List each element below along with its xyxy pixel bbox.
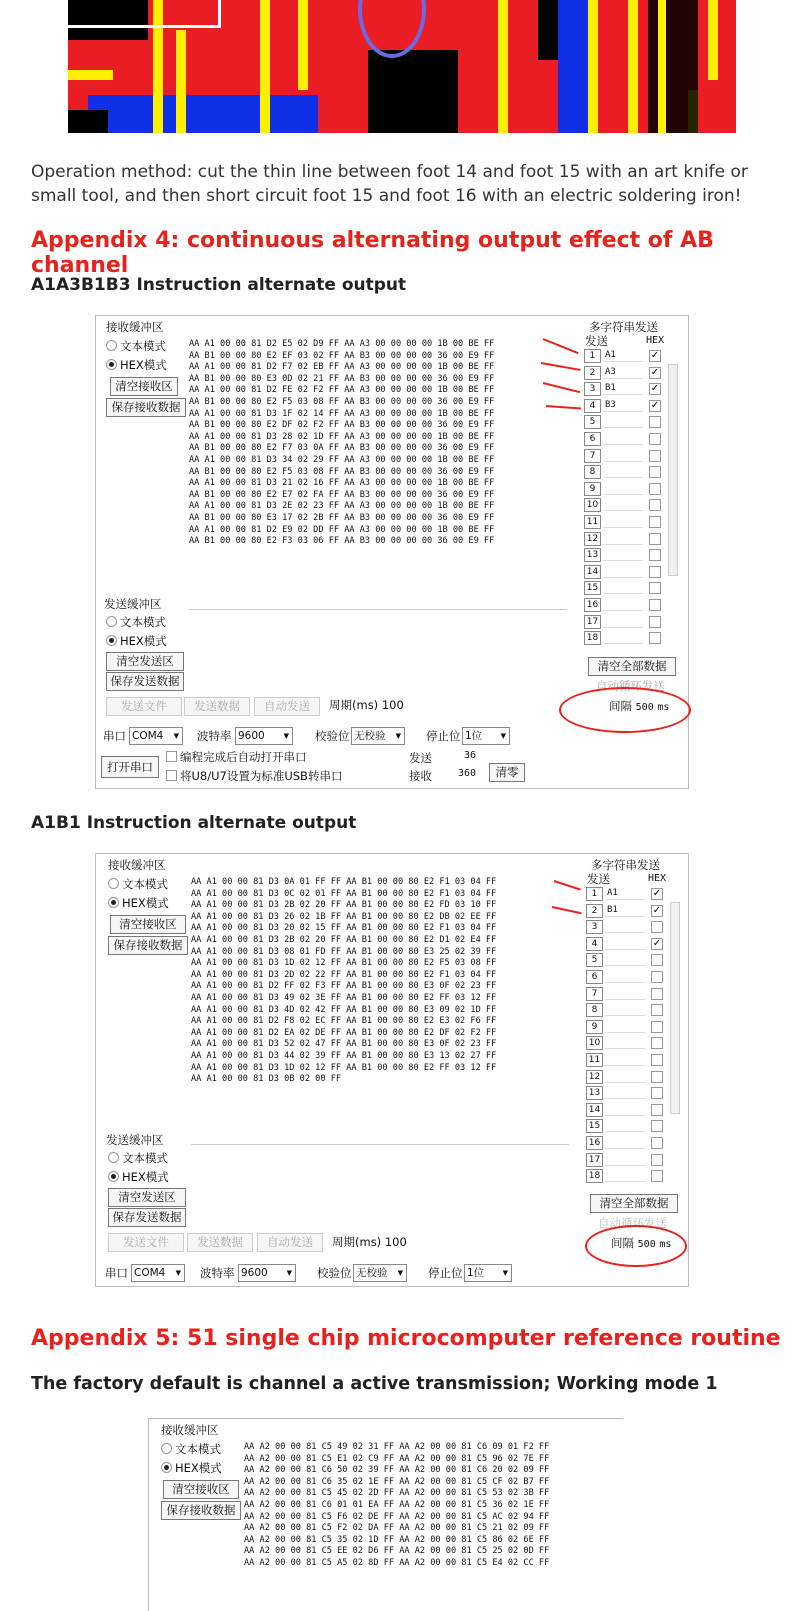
send-data-button[interactable]: 发送数据 [184, 697, 250, 716]
send-row-button[interactable]: 13 [584, 548, 601, 562]
hex-checkbox[interactable] [649, 582, 661, 594]
hex-line: AA A1 00 00 81 D3 2E 02 23 FF AA A3 00 00 00 00 1B 00 BE FF [189, 501, 495, 512]
send-row-input[interactable] [603, 631, 643, 644]
receive-area[interactable] [189, 339, 494, 548]
stop-select[interactable]: 1位 ▼ [462, 727, 510, 745]
hex-line: AA A2 00 00 81 C6 35 02 1E FF AA A2 00 00 81 C5 CF 02 B7 FF [244, 1476, 550, 1487]
send-row-button[interactable]: 2 [584, 366, 601, 380]
parity-label: 校验位 [317, 1266, 352, 1280]
red-arrow [552, 906, 582, 914]
hex-checkbox[interactable] [651, 971, 663, 983]
hex-checkbox[interactable] [651, 1154, 663, 1166]
send-row-button[interactable]: 1 [586, 887, 603, 901]
send-row-input[interactable] [603, 449, 643, 462]
auto-loop-label[interactable]: 自动循环发送 [596, 679, 665, 693]
text-mode-radio[interactable]: 文本模式 [161, 1441, 221, 1457]
send-row-input[interactable] [603, 415, 643, 428]
serial-window-3 [148, 1418, 623, 1611]
send-row-input[interactable] [605, 1070, 645, 1083]
hex-checkbox[interactable] [651, 1071, 663, 1083]
clear-recv-button[interactable]: 清空接收区 [163, 1480, 239, 1499]
stop-select[interactable]: 1位 ▼ [464, 1264, 512, 1282]
sub2-title: A1B1 Instruction alternate output [31, 813, 357, 833]
send-row-button[interactable]: 9 [586, 1020, 603, 1034]
hex-checkbox[interactable] [651, 1087, 663, 1099]
sub1-title: A1A3B1B3 Instruction alternate output [31, 275, 407, 295]
save-send-button[interactable]: 保存发送数据 [108, 1208, 186, 1227]
send-row-input[interactable] [603, 565, 643, 578]
hex-line: AA A2 00 00 81 C5 F6 02 DE FF AA A2 00 00 81 C5 AC 02 94 FF [244, 1511, 550, 1522]
text-mode-radio[interactable]: 文本模式 [106, 338, 166, 354]
hex-line: AA B1 00 00 80 E2 F5 03 08 FF AA B3 00 00 00 00 36 00 E9 FF [189, 466, 495, 477]
hex-checkbox[interactable] [649, 433, 661, 445]
send-row-input[interactable] [605, 1053, 645, 1066]
baud-label: 波特率 [200, 1266, 235, 1280]
send-row-button[interactable]: 12 [584, 532, 601, 546]
send-row-input[interactable] [605, 937, 645, 950]
clear-recv-button[interactable]: 清空接收区 [110, 377, 178, 396]
hex-checkbox[interactable] [649, 416, 661, 428]
multi-send-title: 多字符串发送 [591, 858, 660, 872]
serial-window-2 [95, 853, 689, 1287]
hex-line: AA B1 00 00 80 E2 F5 03 08 FF AA B3 00 00 00 00 36 00 E9 FF [189, 396, 495, 407]
hex-line: AA A1 00 00 81 D3 2D 02 22 FF AA B1 00 00 80 E2 F1 03 04 FF [191, 969, 497, 980]
hex-line: AA A1 00 00 81 D3 0A 01 FF FF AA B1 00 00 80 E2 F1 03 04 FF [191, 877, 497, 887]
send-row-button[interactable]: 4 [584, 399, 601, 413]
hex-checkbox[interactable] [651, 1137, 663, 1149]
save-recv-button[interactable]: 保存接收数据 [161, 1501, 241, 1520]
baud-select[interactable]: 9600 ▼ [235, 727, 293, 745]
send-row-button[interactable]: 3 [586, 920, 603, 934]
parity-label: 校验位 [315, 729, 350, 743]
hex-line: AA A1 00 00 81 D2 E5 02 D9 FF AA A3 00 00 00 00 1B 00 BE FF [189, 339, 495, 349]
usb-std-checkbox[interactable]: 将U8/U7设置为标准USB转串口 [166, 768, 342, 784]
checkbox-icon [166, 751, 177, 762]
hex-checkbox[interactable] [651, 1120, 663, 1132]
recv-buffer-label: 接收缓冲区 [106, 320, 164, 334]
radio-icon [108, 1171, 119, 1182]
send-row-input[interactable] [603, 548, 643, 561]
radio-icon [108, 878, 119, 889]
open-port-button[interactable]: 打开串口 [101, 756, 159, 778]
send-row-button[interactable]: 4 [586, 937, 603, 951]
text-mode-radio[interactable]: 文本模式 [108, 876, 168, 892]
send-row-button[interactable]: 2 [586, 904, 603, 918]
hex-line: AA A1 00 00 81 D3 28 02 1D FF AA A3 00 00 00 00 1B 00 BE FF [189, 431, 495, 442]
send-row-input[interactable] [605, 970, 645, 983]
send-data-button[interactable]: 发送数据 [187, 1233, 253, 1252]
send-row-input[interactable] [603, 615, 643, 628]
radio-icon [106, 340, 117, 351]
send-row-button[interactable]: 8 [584, 465, 601, 479]
send-row-input[interactable] [605, 1036, 645, 1049]
hex-checkbox[interactable]: ✓ [650, 350, 660, 361]
baud-label: 波特率 [197, 729, 232, 743]
auto-send-button[interactable]: 自动发送 [257, 1233, 323, 1252]
period-label: 周期(ms) 100 [329, 698, 404, 712]
hex-mode-radio[interactable]: HEX模式 [161, 1460, 222, 1476]
multi-send-title: 多字符串发送 [589, 320, 658, 334]
interval-label: 间隔 500 ms [609, 699, 670, 713]
send-row-button[interactable]: 11 [584, 515, 601, 529]
send-row-button[interactable]: 9 [584, 482, 601, 496]
hex-line: AA A2 00 00 81 C5 A5 02 8D FF AA A2 00 00 81 C5 E4 02 CC FF [244, 1557, 550, 1568]
appendix5-title: Appendix 5: 51 single chip microcomputer reference routine [31, 1326, 781, 1351]
send-buffer-label: 发送缓冲区 [106, 1133, 164, 1147]
hex-line: AA A1 00 00 81 D3 4D 02 42 FF AA B1 00 00 80 E3 09 02 1D FF [191, 1004, 497, 1015]
send-row-button[interactable]: 17 [584, 615, 601, 629]
sent-count-value: 36 [464, 750, 477, 761]
send-row-button[interactable]: 14 [586, 1103, 603, 1117]
send-file-button[interactable]: 发送文件 [106, 697, 182, 716]
send-row-button[interactable]: 13 [586, 1086, 603, 1100]
send-row-input[interactable] [603, 532, 643, 545]
hex-checkbox[interactable] [649, 516, 661, 528]
radio-icon [108, 1152, 119, 1163]
red-arrow [543, 382, 580, 393]
clear-recv-button[interactable]: 清空接收区 [110, 915, 186, 934]
red-arrow [541, 362, 581, 371]
send-row-input[interactable]: B1 [603, 382, 643, 395]
recv-buffer-label: 接收缓冲区 [161, 1423, 219, 1437]
hex-line: AA A1 00 00 81 D2 F8 02 EC FF AA B1 00 00 80 E2 E3 02 F6 FF [191, 1016, 497, 1027]
send-row-input[interactable]: A1 [605, 887, 645, 900]
highlight-oval [559, 687, 691, 733]
send-row-button[interactable]: 8 [586, 1003, 603, 1017]
radio-icon [106, 359, 117, 370]
hex-line: AA A1 00 00 81 D3 2B 02 20 FF AA B1 00 00 80 E2 FD 03 10 FF [191, 900, 497, 911]
send-row-button[interactable]: 10 [586, 1036, 603, 1050]
red-arrow [554, 880, 581, 891]
save-recv-button[interactable]: 保存接收数据 [108, 936, 188, 955]
send-row-button[interactable]: 12 [586, 1070, 603, 1084]
hex-line: AA A1 00 00 81 D2 FE 02 F2 FF AA A3 00 00 00 00 1B 00 BE FF [189, 385, 495, 396]
radio-icon [106, 616, 117, 627]
appendix4-title: Appendix 4: continuous alternating output effect of AB channel [31, 228, 714, 278]
hex-checkbox[interactable] [649, 632, 661, 644]
hex-checkbox[interactable] [651, 1004, 663, 1016]
send-row-input[interactable]: A3 [603, 366, 643, 379]
send-row-input[interactable] [603, 581, 643, 594]
send-row-button[interactable]: 5 [584, 415, 601, 429]
send-row-button[interactable]: 10 [584, 498, 601, 512]
port-select[interactable]: COM4 ▼ [131, 1264, 185, 1282]
send-row-input[interactable] [605, 1086, 645, 1099]
hex-line: AA A1 00 00 81 D3 26 02 1B FF AA B1 00 00 80 E2 DB 02 EE FF [191, 911, 497, 922]
send-row-button[interactable]: 1 [584, 349, 601, 363]
save-recv-button[interactable]: 保存接收数据 [106, 398, 186, 417]
pcb-photo [68, 0, 736, 133]
send-row-input[interactable] [605, 987, 645, 1000]
hex-checkbox[interactable] [651, 954, 663, 966]
send-row-input[interactable] [603, 465, 643, 478]
radio-icon [106, 635, 117, 646]
highlight-oval [585, 1225, 687, 1267]
text-mode-radio[interactable]: 文本模式 [106, 614, 166, 630]
hex-checkbox[interactable] [651, 1054, 663, 1066]
radio-icon [108, 897, 119, 908]
hex-line: AA A2 00 00 81 C6 50 02 39 FF AA A2 00 00 81 C6 20 02 09 FF [244, 1465, 550, 1476]
hex-line: AA A1 00 00 81 D3 1D 02 12 FF AA B1 00 00 80 E2 FF 03 12 FF [191, 1062, 497, 1073]
send-row-button[interactable]: 7 [584, 449, 601, 463]
hex-checkbox[interactable]: ✓ [650, 399, 660, 411]
send-row-input[interactable] [605, 1136, 645, 1149]
operation-text: Operation method: cut the thin line between foot 14 and foot 15 with an art knife or small tool, and then short circuit foot 15 and foot 16 with an electric soldering iron! [31, 162, 748, 206]
send-row-input[interactable] [603, 482, 643, 495]
receive-area[interactable] [244, 1442, 549, 1570]
send-row-input[interactable] [605, 953, 645, 966]
send-file-button[interactable]: 发送文件 [108, 1233, 184, 1252]
hex-checkbox[interactable] [649, 566, 661, 578]
send-row-input[interactable]: B1 [605, 904, 645, 917]
hex-checkbox[interactable] [651, 1170, 663, 1182]
send-row-button[interactable]: 11 [586, 1053, 603, 1067]
hex-line: AA B1 00 00 80 E2 F3 03 06 FF AA B3 00 00 00 00 36 00 E9 FF [189, 536, 495, 547]
hex-mode-radio[interactable]: HEX模式 [108, 895, 169, 911]
stop-label: 停止位 [426, 729, 461, 743]
port-label: 串口 [103, 729, 126, 743]
hex-checkbox[interactable]: ✓ [652, 888, 662, 899]
hex-line: AA B1 00 00 80 E3 17 02 2B FF AA B3 00 00 00 00 36 00 E9 FF [189, 512, 495, 523]
send-row-button[interactable]: 6 [586, 970, 603, 984]
hex-checkbox[interactable] [649, 549, 661, 561]
checkbox-icon [166, 770, 177, 781]
auto-open-checkbox[interactable]: 编程完成后自动打开串口 [166, 749, 307, 765]
hex-line: AA A2 00 00 81 C5 EE 02 D6 FF AA A2 00 00 81 C5 25 02 0D FF [244, 1546, 550, 1557]
period-label: 周期(ms) 100 [332, 1235, 407, 1249]
send-row-input[interactable]: A1 [603, 349, 643, 362]
send-row-input[interactable] [605, 1003, 645, 1016]
hex-checkbox[interactable] [651, 1037, 663, 1049]
send-row-input[interactable] [605, 1119, 645, 1132]
hex-line: AA B1 00 00 80 E3 0D 02 21 FF AA B3 00 00 00 00 36 00 E9 FF [189, 373, 495, 384]
send-row-button[interactable]: 14 [584, 565, 601, 579]
hex-line: AA A1 00 00 81 D3 20 02 15 FF AA B1 00 00 80 E2 F1 03 04 FF [191, 923, 497, 934]
hex-checkbox[interactable] [649, 533, 661, 545]
auto-loop-label[interactable]: 自动循环发送 [598, 1216, 667, 1230]
port-select[interactable]: COM4 ▼ [129, 727, 183, 745]
sub3-title: The factory default is channel a active transmission; Working mode 1 [31, 1374, 718, 1394]
hex-line: AA A1 00 00 81 D3 08 01 FD FF AA B1 00 00 80 E3 25 02 39 FF [191, 946, 497, 957]
send-row-button[interactable]: 15 [586, 1119, 603, 1133]
port-label: 串口 [105, 1266, 128, 1280]
hex-line: AA A2 00 00 81 C5 F2 02 DA FF AA A2 00 00 81 C5 21 02 09 FF [244, 1523, 550, 1534]
hex-line: AA A2 00 00 81 C6 01 01 EA FF AA A2 00 00 81 C5 36 02 1E FF [244, 1499, 550, 1510]
baud-select[interactable]: 9600 ▼ [238, 1264, 296, 1282]
clear-count-button[interactable]: 清零 [489, 763, 525, 782]
clear-all-button[interactable]: 清空全部数据 [590, 1194, 678, 1213]
multi-scrollbar[interactable] [670, 902, 680, 1114]
send-row-button[interactable]: 3 [584, 382, 601, 396]
hex-checkbox[interactable] [651, 988, 663, 1000]
send-row-input[interactable]: B3 [603, 399, 643, 412]
hex-checkbox[interactable] [649, 616, 661, 628]
send-row-input[interactable] [603, 515, 643, 528]
hex-line: AA A1 00 00 81 D2 EA 02 DE FF AA B1 00 00 80 E2 DF 02 F2 FF [191, 1027, 497, 1038]
hex-mode-radio[interactable]: HEX模式 [108, 1169, 169, 1185]
send-row-input[interactable] [603, 432, 643, 445]
hex-checkbox[interactable] [649, 599, 661, 611]
save-send-button[interactable]: 保存发送数据 [106, 672, 184, 691]
radio-icon [161, 1443, 172, 1454]
hex-col-label: HEX [646, 335, 665, 346]
hex-line: AA A1 00 00 81 D2 F7 02 EB FF AA A3 00 00 00 00 1B 00 BE FF [189, 362, 495, 373]
sent-count-label: 发送 [409, 751, 432, 765]
send-row-input[interactable] [603, 598, 643, 611]
hex-line: AA A2 00 00 81 C5 E1 02 C9 FF AA A2 00 00 81 C5 96 02 7E FF [244, 1453, 550, 1464]
hex-line: AA A1 00 00 81 D3 49 02 3E FF AA B1 00 00 80 E2 FF 03 12 FF [191, 992, 497, 1003]
send-row-button[interactable]: 17 [586, 1153, 603, 1167]
hex-line: AA A1 00 00 81 D3 1D 02 12 FF AA B1 00 00 80 E2 F5 03 08 FF [191, 958, 497, 969]
multi-scrollbar[interactable] [668, 364, 678, 576]
hex-line: AA A1 00 00 81 D3 34 02 29 FF AA A3 00 00 00 00 1B 00 BE FF [189, 454, 495, 465]
hex-checkbox[interactable]: ✓ [650, 366, 660, 378]
clear-all-button[interactable]: 清空全部数据 [588, 657, 676, 676]
send-row-input[interactable] [605, 1169, 645, 1182]
hex-line: AA A2 00 00 81 C5 49 02 31 FF AA A2 00 00 81 C6 09 01 F2 FF [244, 1442, 550, 1452]
send-row-input[interactable] [603, 498, 643, 511]
recv-count-label: 接收 [409, 769, 432, 783]
send-row-button[interactable]: 16 [586, 1136, 603, 1150]
hex-checkbox[interactable] [651, 921, 663, 933]
recv-buffer-label: 接收缓冲区 [108, 858, 166, 872]
hex-checkbox[interactable] [649, 466, 661, 478]
send-row-button[interactable]: 18 [584, 631, 601, 645]
auto-send-button[interactable]: 自动发送 [254, 697, 320, 716]
send-row-input[interactable] [605, 1153, 645, 1166]
send-buffer-label: 发送缓冲区 [104, 597, 162, 611]
parity-select[interactable]: 无校验 ▼ [351, 727, 405, 745]
parity-select[interactable]: 无校验 ▼ [353, 1264, 407, 1282]
hex-line: AA A1 00 00 81 D2 FF 02 F3 FF AA B1 00 00 80 E3 0F 02 23 FF [191, 981, 497, 992]
receive-area[interactable] [191, 877, 496, 1086]
red-arrow [546, 405, 581, 409]
clear-send-button[interactable]: 清空发送区 [108, 1188, 186, 1207]
hex-checkbox[interactable] [651, 1021, 663, 1033]
send-row-button[interactable]: 6 [584, 432, 601, 446]
send-row-button[interactable]: 18 [586, 1169, 603, 1183]
send-row-input[interactable] [605, 920, 645, 933]
hex-line: AA B1 00 00 80 E2 F7 03 0A FF AA B3 00 00 00 00 36 00 E9 FF [189, 443, 495, 454]
radio-icon [161, 1462, 172, 1473]
hex-line: AA A1 00 00 81 D2 E9 02 DD FF AA A3 00 00 00 00 1B 00 BE FF [189, 524, 495, 535]
hex-checkbox[interactable] [649, 450, 661, 462]
hex-checkbox[interactable] [649, 483, 661, 495]
hex-mode-radio[interactable]: HEX模式 [106, 633, 167, 649]
send-row-input[interactable] [605, 1103, 645, 1116]
hex-checkbox[interactable] [649, 499, 661, 511]
hex-line: AA B1 00 00 80 E2 EF 03 02 FF AA B3 00 00 00 00 36 00 E9 FF [189, 350, 495, 361]
hex-checkbox[interactable]: ✓ [650, 383, 660, 395]
hex-line: AA A2 00 00 81 C5 35 02 1D FF AA A2 00 00 81 C5 86 02 6E FF [244, 1534, 550, 1545]
hex-line: AA A1 00 00 81 D3 0C 02 01 FF AA B1 00 00 80 E2 F1 03 04 FF [191, 888, 497, 899]
red-arrow [543, 338, 579, 354]
send-row-button[interactable]: 15 [584, 581, 601, 595]
hex-mode-radio[interactable]: HEX模式 [106, 357, 167, 373]
serial-window-1 [95, 315, 689, 789]
hex-line: AA A1 00 00 81 D3 0B 02 00 FF [191, 1074, 342, 1085]
hex-line: AA B1 00 00 80 E2 DF 02 F2 FF AA B3 00 00 00 00 36 00 E9 FF [189, 420, 495, 431]
hex-line: AA B1 00 00 80 E2 E7 02 FA FF AA B3 00 00 00 00 36 00 E9 FF [189, 489, 495, 500]
hex-checkbox[interactable] [651, 1104, 663, 1116]
stop-label: 停止位 [428, 1266, 463, 1280]
recv-count-value: 360 [458, 768, 477, 779]
send-row-button[interactable]: 7 [586, 987, 603, 1001]
send-row-input[interactable] [605, 1020, 645, 1033]
hex-line: AA A1 00 00 81 D3 1F 02 14 FF AA A3 00 00 00 00 1B 00 BE FF [189, 408, 495, 419]
hex-line: AA A1 00 00 81 D3 44 02 39 FF AA B1 00 00 80 E3 13 02 27 FF [191, 1050, 497, 1061]
hex-checkbox[interactable]: ✓ [652, 904, 662, 916]
hex-line: AA A1 00 00 81 D3 2B 02 20 FF AA B1 00 00 80 E2 D1 02 E4 FF [191, 934, 497, 945]
hex-line: AA A1 00 00 81 D3 52 02 47 FF AA B1 00 00 80 E3 0F 02 23 FF [191, 1039, 497, 1050]
send-row-button[interactable]: 16 [584, 598, 601, 612]
hex-col-label: HEX [648, 873, 667, 884]
hex-line: AA A1 00 00 81 D3 21 02 16 FF AA A3 00 00 00 00 1B 00 BE FF [189, 478, 495, 489]
clear-send-button[interactable]: 清空发送区 [106, 652, 184, 671]
hex-line: AA A2 00 00 81 C5 45 02 2D FF AA A2 00 00 81 C5 53 02 3B FF [244, 1488, 550, 1499]
send-col-label: 发送 [587, 872, 610, 886]
hex-checkbox[interactable]: ✓ [652, 937, 662, 949]
send-col-label: 发送 [585, 334, 608, 348]
interval-label: 间隔 500 ms [611, 1236, 672, 1250]
text-mode-radio[interactable]: 文本模式 [108, 1150, 168, 1166]
send-row-button[interactable]: 5 [586, 953, 603, 967]
